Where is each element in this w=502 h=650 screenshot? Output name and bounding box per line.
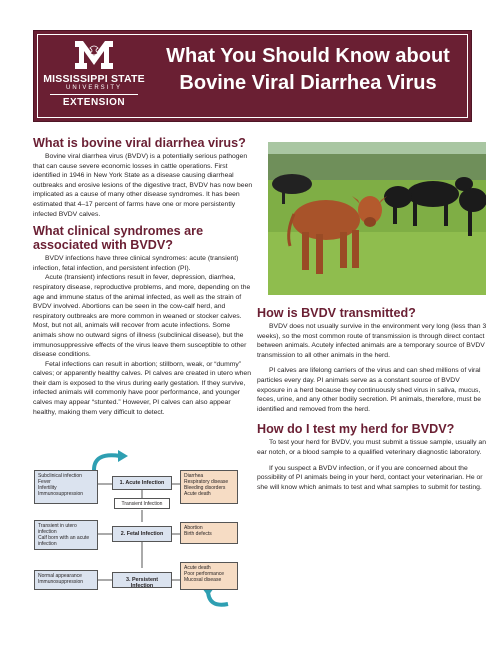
acute-left-item: Fever <box>38 479 51 485</box>
acute-infection-label: 1. Acute Infection <box>119 480 165 486</box>
fetal-right-item: Birth defects <box>184 531 212 537</box>
msu-logo-icon <box>71 39 117 73</box>
paragraph-syndromes-1: BVDV infections have three clinical syndromes: acute (transient) infection, fetal infection, and persistent infection (PI). <box>33 255 239 272</box>
acute-right-item: Bleeding disorders <box>184 485 226 491</box>
page-title <box>152 43 464 97</box>
acute-infection-box <box>112 476 172 490</box>
paragraph-test-2: If you suspect a BVDV infection, or if you are concerned about the possibility of PI animals being in your herd, contact your veterinarian. He or she will know which animals to test and what samples to submit for testing. <box>257 464 483 491</box>
paragraph-syndromes-3: Fetal infections can result in abortion; stillborn, weak, or “dummy” calves; or apparently healthy calves. PI calves are created in utero when their dam is exposed to the virus during early gestation. If they survive, infected animals will commonly have poor performance, and younger calves may appear “stunted.” However, PI calves can also appear healthy, making them very difficult to detect. <box>33 360 251 416</box>
acute-right-item: Diarrhea <box>184 473 204 479</box>
acute-left-item: Subclinical infection <box>38 473 82 479</box>
left-column <box>33 136 255 417</box>
paragraph-transmitted-1: BVDV does not usually survive in the environment very long (less than 3 weeks), so the most common route of transmission is through direct contact between animals. Acutely infected animals are a temporary source of BVDV transmission to all other animals in the herd. <box>257 323 487 359</box>
persistent-right-item: Mucosal disease <box>184 577 222 583</box>
fetal-left-item: Calf born with an acute infection <box>38 535 90 547</box>
persistent-right-item: Acute death <box>184 565 211 571</box>
paragraph-what-is: Bovine viral diarrhea virus (BVDV) is a potentially serious pathogen that can cause severe economic losses in cattle operations. First identified in 1946 in New York State as a disease causing diarrheal outbreaks and erosive lesions of the digestive tract, BVDV has now been implicated as a cause of many other disease syndromes. It has been estimated that 4–17 percent of farms have one or more persistently infected BVDV calves. <box>33 153 253 218</box>
persistent-right-item: Poor performance <box>184 571 225 577</box>
transient-infection-box <box>114 498 170 509</box>
logo-line-1: MISSISSIPPI STATE <box>43 73 145 85</box>
fetal-infection-label: 2. Fetal Infection <box>120 531 164 537</box>
fetal-left-item: Transient in utero infection <box>38 523 77 535</box>
persistent-right-box <box>180 562 238 590</box>
msu-extension-logo <box>42 39 146 111</box>
persistent-left-item: Immunosuppression <box>38 579 84 585</box>
acute-left-box <box>34 470 98 504</box>
persistent-infection-label: 3. Persistent Infection <box>125 577 159 589</box>
paragraph-transmitted-2: PI calves are lifelong carriers of the virus and can shed millions of viral particles every day. PI animals serve as a constant source of BVDV exposure in a herd because they continuously shed virus in saliva, mucus, feces, urine, and any other bodily secretion. PI animals, therefore, must be identified and removed from the herd. <box>257 367 482 413</box>
title-line-2: Bovine Viral Diarrhea Virus <box>179 72 437 94</box>
persistent-left-item: Normal appearance <box>38 573 82 579</box>
bvdv-infection-diagram <box>32 450 244 610</box>
acute-right-item: Respiratory disease <box>184 479 229 485</box>
heading-what-is: What is bovine viral diarrhea virus? <box>33 136 246 150</box>
acute-right-box <box>180 470 238 504</box>
persistent-left-box <box>34 570 98 590</box>
acute-right-item: Acute death <box>184 491 211 497</box>
logo-line-2: UNIVERSITY <box>65 85 122 91</box>
heading-transmitted: How is BVDV transmitted? <box>257 306 416 320</box>
transient-infection-label: Transient Infection <box>121 501 163 507</box>
acute-left-item: Immunosuppression <box>38 491 84 497</box>
persistent-infection-box <box>112 572 172 588</box>
logo-line-3: EXTENSION <box>50 94 138 108</box>
title-line-1: What You Should Know about <box>166 45 450 67</box>
fetal-infection-box <box>112 526 172 542</box>
paragraph-test-1: To test your herd for BVDV, you must submit a tissue sample, usually an ear notch, or a blood sample to a qualified veterinary diagnostic laboratory. <box>257 439 486 456</box>
fetal-right-item: Abortion <box>184 525 203 531</box>
cattle-photo <box>268 142 486 295</box>
right-column <box>257 306 489 492</box>
heading-syndromes: What clinical syndromes are associated with BVDV? <box>33 224 204 253</box>
cattle-photo-image <box>268 142 486 295</box>
paragraph-syndromes-2: Acute (transient) infections result in fever, depression, diarrhea, respiratory disease, reproductive problems, and more, depending on the age and immune status of the animal infected, as well as the strain of BVDV involved. Abortions can be seen in the cow-calf herd, and respiratory outbreaks are more common in weaned or stocker calves. Most, but not all, animals will recover from acute infections. Some animals show no outward signs of illness (subclinical disease), but the immunosuppressive effects of the virus leave them susceptible to other disease conditions. <box>33 274 251 359</box>
acute-left-item: Infertility <box>38 485 57 491</box>
heading-test: How do I test my herd for BVDV? <box>257 422 455 437</box>
fetal-right-box <box>180 522 238 544</box>
header-banner <box>33 30 472 122</box>
fetal-left-box <box>34 520 98 550</box>
